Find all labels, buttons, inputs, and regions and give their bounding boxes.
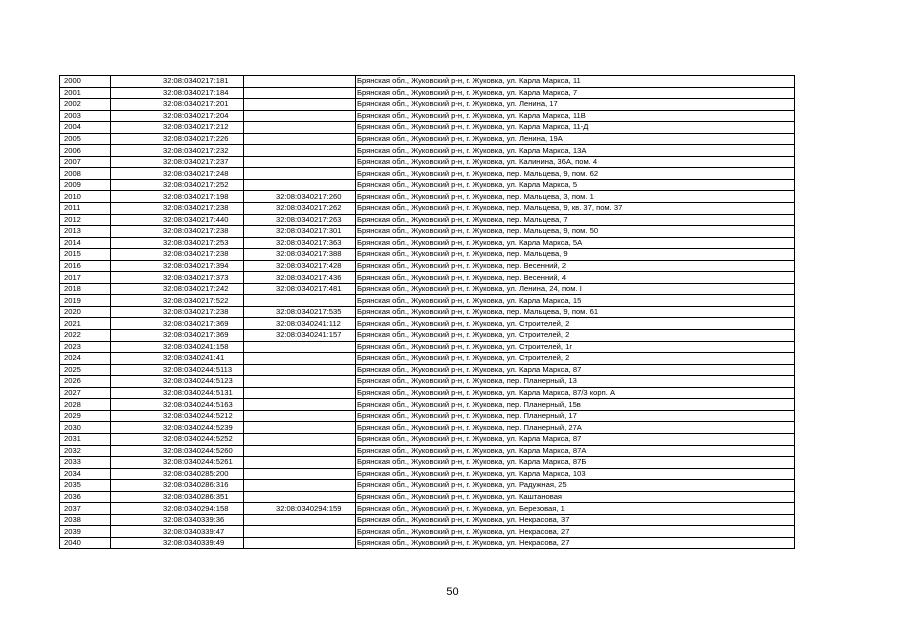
cadastral-number-cell: 32:08:0340241:158: [111, 341, 244, 353]
table-row: [60, 422, 795, 434]
related-cadastral-number-cell: [244, 110, 356, 122]
cadastral-number-cell: 32:08:0340217:198: [111, 191, 244, 203]
row-number-cell: 2009: [60, 179, 111, 191]
row-number-cell: 2036: [60, 491, 111, 503]
related-cadastral-number-cell: [244, 491, 356, 503]
row-number-cell: 2024: [60, 353, 111, 365]
address-cell: Брянская обл., Жуковский р-н, г. Жуковка, пер. Мальцева, 3, пом. 1: [356, 191, 795, 203]
table-row: [60, 341, 795, 353]
row-number-cell: 2011: [60, 203, 111, 215]
row-number-cell: 2008: [60, 168, 111, 180]
related-cadastral-number-cell: [244, 295, 356, 307]
address-cell: Брянская обл., Жуковский р-н, г. Жуковка, ул. Карла Маркса, 87А: [356, 445, 795, 457]
related-cadastral-number-cell: [244, 410, 356, 422]
row-number-cell: 2040: [60, 537, 111, 549]
table-row: [60, 87, 795, 99]
related-cadastral-number-cell: [244, 364, 356, 376]
row-number-cell: 2031: [60, 433, 111, 445]
cadastral-number-cell: 32:08:0340217:369: [111, 318, 244, 330]
row-number-cell: 2032: [60, 445, 111, 457]
address-cell: Брянская обл., Жуковский р-н, г. Жуковка, ул. Карла Маркса, 11В: [356, 110, 795, 122]
cadastral-number-cell: 32:08:0340244:5123: [111, 376, 244, 388]
related-cadastral-number-cell: [244, 179, 356, 191]
table-row: [60, 330, 795, 342]
related-cadastral-number-cell: [244, 537, 356, 549]
table-row: [60, 468, 795, 480]
table-row: [60, 410, 795, 422]
cadastral-number-cell: 32:08:0340339:47: [111, 526, 244, 538]
table-row: [60, 537, 795, 549]
address-cell: Брянская обл., Жуковский р-н, г. Жуковка, ул. Строителей, 1г: [356, 341, 795, 353]
address-cell: Брянская обл., Жуковский р-н, г. Жуковка, пер. Мальцева, 9: [356, 249, 795, 261]
cadastral-number-cell: 32:08:0340217:237: [111, 156, 244, 168]
table-row: [60, 376, 795, 388]
address-cell: Брянская обл., Жуковский р-н, г. Жуковка, ул. Карла Маркса, 15: [356, 295, 795, 307]
table-row: [60, 399, 795, 411]
address-cell: Брянская обл., Жуковский р-н, г. Жуковка, ул. Строителей, 2: [356, 318, 795, 330]
row-number-cell: 2025: [60, 364, 111, 376]
cadastral-number-cell: 32:08:0340217:238: [111, 226, 244, 238]
row-number-cell: 2012: [60, 214, 111, 226]
cadastral-number-cell: 32:08:0340286:316: [111, 480, 244, 492]
related-cadastral-number-cell: 32:08:0340217:388: [244, 249, 356, 261]
related-cadastral-number-cell: 32:08:0340217:363: [244, 237, 356, 249]
related-cadastral-number-cell: 32:08:0340294:159: [244, 503, 356, 515]
related-cadastral-number-cell: 32:08:0340217:535: [244, 306, 356, 318]
table-row: [60, 480, 795, 492]
address-cell: Брянская обл., Жуковский р-н, г. Жуковка, пер. Мальцева, 9, пом. 50: [356, 226, 795, 238]
related-cadastral-number-cell: [244, 341, 356, 353]
table-row: [60, 364, 795, 376]
related-cadastral-number-cell: 32:08:0340217:428: [244, 260, 356, 272]
row-number-cell: 2016: [60, 260, 111, 272]
related-cadastral-number-cell: [244, 468, 356, 480]
address-cell: Брянская обл., Жуковский р-н, г. Жуковка, ул. Ленина, 19А: [356, 133, 795, 145]
row-number-cell: 2007: [60, 156, 111, 168]
table-row: [60, 226, 795, 238]
row-number-cell: 2038: [60, 514, 111, 526]
cadastral-number-cell: 32:08:0340217:248: [111, 168, 244, 180]
cadastral-number-cell: 32:08:0340217:522: [111, 295, 244, 307]
cadastral-number-cell: 32:08:0340217:232: [111, 145, 244, 157]
cadastral-number-cell: 32:08:0340217:242: [111, 283, 244, 295]
address-cell: Брянская обл., Жуковский р-н, г. Жуковка, пер. Планерный, 27А: [356, 422, 795, 434]
table-row: [60, 237, 795, 249]
table-row: [60, 503, 795, 515]
address-cell: Брянская обл., Жуковский р-н, г. Жуковка, ул. Строителей, 2: [356, 353, 795, 365]
cadastral-number-cell: 32:08:0340244:5260: [111, 445, 244, 457]
related-cadastral-number-cell: 32:08:0340217:260: [244, 191, 356, 203]
related-cadastral-number-cell: [244, 156, 356, 168]
related-cadastral-number-cell: 32:08:0340217:301: [244, 226, 356, 238]
address-cell: Брянская обл., Жуковский р-н, г. Жуковка, пер. Мальцева, 7: [356, 214, 795, 226]
related-cadastral-number-cell: [244, 353, 356, 365]
cadastral-number-cell: 32:08:0340217:394: [111, 260, 244, 272]
table-row: [60, 318, 795, 330]
address-cell: Брянская обл., Жуковский р-н, г. Жуковка, ул. Некрасова, 27: [356, 537, 795, 549]
row-number-cell: 2010: [60, 191, 111, 203]
cadastral-number-cell: 32:08:0340217:252: [111, 179, 244, 191]
address-cell: Брянская обл., Жуковский р-н, г. Жуковка, ул. Карла Маркса, 5: [356, 179, 795, 191]
table-row: [60, 145, 795, 157]
cadastral-number-cell: 32:08:0340339:49: [111, 537, 244, 549]
related-cadastral-number-cell: 32:08:0340241:157: [244, 330, 356, 342]
related-cadastral-number-cell: [244, 133, 356, 145]
row-number-cell: 2020: [60, 306, 111, 318]
address-cell: Брянская обл., Жуковский р-н, г. Жуковка, ул. Карла Маркса, 87: [356, 433, 795, 445]
address-cell: Брянская обл., Жуковский р-н, г. Жуковка, ул. Калинина, 36А, пом. 4: [356, 156, 795, 168]
address-cell: Брянская обл., Жуковский р-н, г. Жуковка, ул. Березовая, 1: [356, 503, 795, 515]
cadastral-number-cell: 32:08:0340217:373: [111, 272, 244, 284]
related-cadastral-number-cell: [244, 145, 356, 157]
row-number-cell: 2037: [60, 503, 111, 515]
table-row: [60, 168, 795, 180]
cadastral-number-cell: 32:08:0340217:226: [111, 133, 244, 145]
table-row: [60, 526, 795, 538]
cadastral-number-cell: 32:08:0340217:238: [111, 249, 244, 261]
cadastral-number-cell: 32:08:0340244:5113: [111, 364, 244, 376]
related-cadastral-number-cell: [244, 168, 356, 180]
cadastral-number-cell: 32:08:0340217:253: [111, 237, 244, 249]
cadastral-number-cell: 32:08:0340339:36: [111, 514, 244, 526]
table-row: [60, 387, 795, 399]
row-number-cell: 2006: [60, 145, 111, 157]
table-row: [60, 491, 795, 503]
cadastral-number-cell: 32:08:0340217:440: [111, 214, 244, 226]
table-row: [60, 133, 795, 145]
row-number-cell: 2026: [60, 376, 111, 388]
table-row: [60, 514, 795, 526]
related-cadastral-number-cell: [244, 457, 356, 469]
row-number-cell: 2034: [60, 468, 111, 480]
table-row: [60, 191, 795, 203]
cadastral-number-cell: 32:08:0340217:238: [111, 203, 244, 215]
related-cadastral-number-cell: [244, 122, 356, 134]
address-cell: Брянская обл., Жуковский р-н, г. Жуковка, ул. Карла Маркса, 13А: [356, 145, 795, 157]
cadastral-number-cell: 32:08:0340217:212: [111, 122, 244, 134]
address-cell: Брянская обл., Жуковский р-н, г. Жуковка, ул. Карла Маркса, 103: [356, 468, 795, 480]
table-row: [60, 249, 795, 261]
table-row: [60, 99, 795, 111]
address-cell: Брянская обл., Жуковский р-н, г. Жуковка, ул. Карла Маркса, 87Б: [356, 457, 795, 469]
related-cadastral-number-cell: [244, 99, 356, 111]
address-cell: Брянская обл., Жуковский р-н, г. Жуковка, ул. Карла Маркса, 7: [356, 87, 795, 99]
cadastral-number-cell: 32:08:0340294:158: [111, 503, 244, 515]
row-number-cell: 2033: [60, 457, 111, 469]
table-row: [60, 283, 795, 295]
table-row: [60, 295, 795, 307]
address-cell: Брянская обл., Жуковский р-н, г. Жуковка, ул. Ленина, 24, пом. I: [356, 283, 795, 295]
address-cell: Брянская обл., Жуковский р-н, г. Жуковка, ул. Карла Маркса, 11: [356, 76, 795, 88]
cadastral-number-cell: 32:08:0340244:5131: [111, 387, 244, 399]
address-cell: Брянская обл., Жуковский р-н, г. Жуковка, ул. Карла Маркса, 87/3 корп. А: [356, 387, 795, 399]
row-number-cell: 2002: [60, 99, 111, 111]
row-number-cell: 2014: [60, 237, 111, 249]
related-cadastral-number-cell: [244, 76, 356, 88]
row-number-cell: 2004: [60, 122, 111, 134]
row-number-cell: 2000: [60, 76, 111, 88]
related-cadastral-number-cell: 32:08:0340241:112: [244, 318, 356, 330]
cadastral-number-cell: 32:08:0340241:41: [111, 353, 244, 365]
related-cadastral-number-cell: 32:08:0340217:481: [244, 283, 356, 295]
row-number-cell: 2003: [60, 110, 111, 122]
row-number-cell: 2027: [60, 387, 111, 399]
row-number-cell: 2001: [60, 87, 111, 99]
address-cell: Брянская обл., Жуковский р-н, г. Жуковка, ул. Некрасова, 37: [356, 514, 795, 526]
table-row: [60, 214, 795, 226]
table-row: [60, 353, 795, 365]
cadastral-number-cell: 32:08:0340217:181: [111, 76, 244, 88]
table-row: [60, 203, 795, 215]
row-number-cell: 2015: [60, 249, 111, 261]
row-number-cell: 2028: [60, 399, 111, 411]
row-number-cell: 2029: [60, 410, 111, 422]
related-cadastral-number-cell: [244, 87, 356, 99]
related-cadastral-number-cell: [244, 376, 356, 388]
address-cell: Брянская обл., Жуковский р-н, г. Жуковка, ул. Радужная, 25: [356, 480, 795, 492]
registry-table: [59, 75, 795, 549]
table-row: [60, 445, 795, 457]
address-cell: Брянская обл., Жуковский р-н, г. Жуковка, пер. Планерный, 15в: [356, 399, 795, 411]
address-cell: Брянская обл., Жуковский р-н, г. Жуковка, ул. Карла Маркса, 5А: [356, 237, 795, 249]
table-row: [60, 110, 795, 122]
cadastral-number-cell: 32:08:0340244:5239: [111, 422, 244, 434]
address-cell: Брянская обл., Жуковский р-н, г. Жуковка, ул. Карла Маркса, 11-Д: [356, 122, 795, 134]
row-number-cell: 2017: [60, 272, 111, 284]
table-row: [60, 156, 795, 168]
cadastral-number-cell: 32:08:0340286:351: [111, 491, 244, 503]
table-row: [60, 433, 795, 445]
address-cell: Брянская обл., Жуковский р-н, г. Жуковка, пер. Весенний, 2: [356, 260, 795, 272]
address-cell: Брянская обл., Жуковский р-н, г. Жуковка, ул. Некрасова, 27: [356, 526, 795, 538]
related-cadastral-number-cell: [244, 514, 356, 526]
cadastral-number-cell: 32:08:0340217:184: [111, 87, 244, 99]
related-cadastral-number-cell: [244, 480, 356, 492]
row-number-cell: 2035: [60, 480, 111, 492]
table-row: [60, 306, 795, 318]
table-row: [60, 76, 795, 88]
address-cell: Брянская обл., Жуковский р-н, г. Жуковка, ул. Каштановая: [356, 491, 795, 503]
row-number-cell: 2013: [60, 226, 111, 238]
related-cadastral-number-cell: [244, 399, 356, 411]
cadastral-number-cell: 32:08:0340244:5252: [111, 433, 244, 445]
table-body: [60, 76, 795, 549]
row-number-cell: 2030: [60, 422, 111, 434]
table-row: [60, 272, 795, 284]
row-number-cell: 2022: [60, 330, 111, 342]
related-cadastral-number-cell: 32:08:0340217:436: [244, 272, 356, 284]
address-cell: Брянская обл., Жуковский р-н, г. Жуковка, пер. Мальцева, 9, кв. 37, пом. 37: [356, 203, 795, 215]
address-cell: Брянская обл., Жуковский р-н, г. Жуковка, пер. Мальцева, 9, пом. 61: [356, 306, 795, 318]
row-number-cell: 2021: [60, 318, 111, 330]
address-cell: Брянская обл., Жуковский р-н, г. Жуковка, пер. Мальцева, 9, пом. 62: [356, 168, 795, 180]
table-row: [60, 457, 795, 469]
cadastral-number-cell: 32:08:0340217:204: [111, 110, 244, 122]
cadastral-number-cell: 32:08:0340244:5212: [111, 410, 244, 422]
cadastral-number-cell: 32:08:0340217:238: [111, 306, 244, 318]
related-cadastral-number-cell: [244, 422, 356, 434]
address-cell: Брянская обл., Жуковский р-н, г. Жуковка, пер. Планерный, 17: [356, 410, 795, 422]
table-row: [60, 179, 795, 191]
cadastral-number-cell: 32:08:0340217:369: [111, 330, 244, 342]
related-cadastral-number-cell: [244, 445, 356, 457]
row-number-cell: 2023: [60, 341, 111, 353]
row-number-cell: 2018: [60, 283, 111, 295]
row-number-cell: 2005: [60, 133, 111, 145]
related-cadastral-number-cell: [244, 387, 356, 399]
related-cadastral-number-cell: 32:08:0340217:263: [244, 214, 356, 226]
table-row: [60, 260, 795, 272]
address-cell: Брянская обл., Жуковский р-н, г. Жуковка, пер. Весенний, 4: [356, 272, 795, 284]
table-row: [60, 122, 795, 134]
related-cadastral-number-cell: [244, 526, 356, 538]
address-cell: Брянская обл., Жуковский р-н, г. Жуковка, ул. Ленина, 17: [356, 99, 795, 111]
address-cell: Брянская обл., Жуковский р-н, г. Жуковка, ул. Карла Маркса, 87: [356, 364, 795, 376]
related-cadastral-number-cell: 32:08:0340217:262: [244, 203, 356, 215]
address-cell: Брянская обл., Жуковский р-н, г. Жуковка, пер. Планерный, 13: [356, 376, 795, 388]
related-cadastral-number-cell: [244, 433, 356, 445]
address-cell: Брянская обл., Жуковский р-н, г. Жуковка, ул. Строителей, 2: [356, 330, 795, 342]
row-number-cell: 2019: [60, 295, 111, 307]
cadastral-number-cell: 32:08:0340244:5163: [111, 399, 244, 411]
row-number-cell: 2039: [60, 526, 111, 538]
page-number: 50: [446, 586, 459, 598]
cadastral-number-cell: 32:08:0340217:201: [111, 99, 244, 111]
cadastral-number-cell: 32:08:0340285:200: [111, 468, 244, 480]
cadastral-number-cell: 32:08:0340244:5261: [111, 457, 244, 469]
